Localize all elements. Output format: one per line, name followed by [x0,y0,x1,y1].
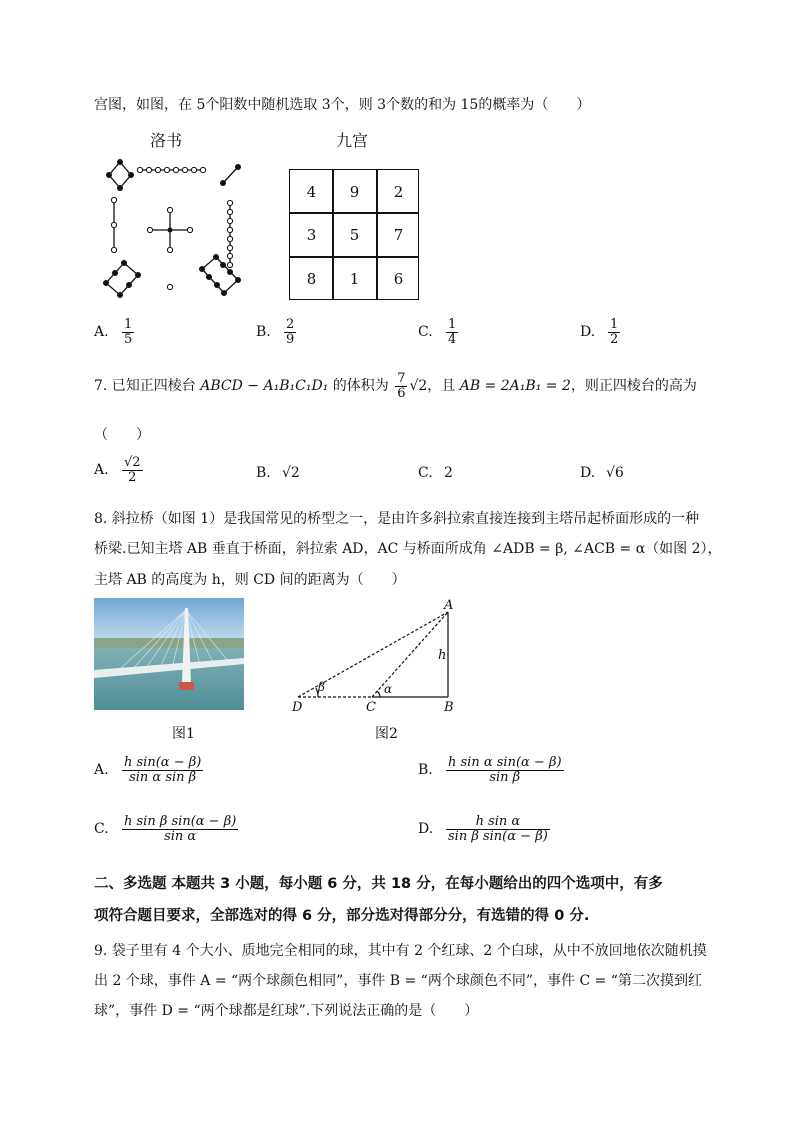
frac-den: sin β sin(α − β) [448,828,548,844]
q6-option-b[interactable] [256,318,298,346]
frac-den: sin β [489,769,521,785]
luoshu-dots-diagram [98,155,248,305]
q7-vol-radical: √2 [409,378,428,395]
q7-option-d[interactable] [580,465,624,481]
jiugong-label: 九宫 [336,131,369,150]
option-label: B. [256,324,271,341]
q8-line2: 桥梁.已知主塔 AB 垂直于桥面，斜拉索 AD，AC 与桥面所成角 ∠ADB = β, ∠ACB = α（如图 2）， [94,541,722,557]
frac-num: 2 [286,317,295,332]
grid-cell: 1 [349,269,360,288]
frac-den: sin α [164,828,197,844]
q7-condition: AB = 2A₁B₁ = 2 [459,378,571,395]
q8-option-c[interactable] [94,815,240,843]
fig2-caption: 图2 [375,726,398,742]
grid-cell: 9 [349,182,360,201]
q6-option-d[interactable] [580,318,622,346]
option-text: 2 [444,465,453,481]
grid-cell: 5 [349,225,360,244]
section2-heading-line2: 项符合题目要求，全部选对的得 6 分，部分选对得部分分，有选错的得 0 分. [94,908,590,924]
frac-den: 2 [128,469,137,485]
fig2-label-c: C [366,700,376,715]
option-label: C. [418,324,433,341]
frac-den: 6 [397,385,406,401]
fig2-label-beta: β [318,680,325,694]
frac-num: 7 [397,371,406,386]
option-label: C. [418,465,433,481]
frac-den: 4 [448,331,457,347]
frac-num: √2 [124,455,141,470]
frac-num: 1 [124,317,133,332]
option-label: B. [256,465,271,481]
frac-num: 1 [448,317,457,332]
q8-option-a[interactable] [94,756,205,784]
option-label: D. [580,465,596,481]
q8-line3: 主塔 AB 的高度为 h，则 CD 间的距离为（ ） [94,572,406,588]
q9-line3: 球”，事件 D = “两个球都是红球”.下列说法正确的是（ ） [94,1003,479,1019]
q7-stem-c: ，且 [427,378,460,395]
fig2-label-alpha: α [384,682,393,696]
option-label: A. [94,324,109,341]
section2-heading-line1: 二、多选题 本题共 3 小题，每小题 6 分，共 18 分，在每小题给出的四个选项中，有多 [94,876,663,892]
option-text: √6 [606,465,624,481]
bridge-photo [94,598,244,710]
frac-den: sin α sin β [129,769,197,785]
grid-cell: 7 [393,225,404,244]
q7-stem-d: ，则正四棱台的高为 [570,378,697,395]
fig2-label-a: A [444,598,454,613]
option-label: A. [94,762,109,779]
frac-den: 2 [610,331,619,347]
frac-num: h sin(α − β) [124,755,202,770]
fig1-caption: 图1 [172,726,195,742]
q7-stem [94,372,697,400]
q8-option-d[interactable] [418,815,552,843]
q8-option-b[interactable] [418,756,566,784]
grid-cell: 2 [393,182,404,201]
frac-num: h sin β sin(α − β) [124,814,237,829]
grid-cell: 3 [306,225,317,244]
q6-option-c[interactable] [418,318,460,346]
luoshu-label: 洛书 [150,131,183,150]
grid-cell: 8 [306,269,317,288]
fig2-label-h: h [438,648,447,663]
q7-option-a[interactable] [94,456,145,484]
q7-option-c[interactable] [418,465,453,481]
option-text: √2 [282,465,300,481]
frac-num: h sin α sin(α − β) [448,755,562,770]
option-label: B. [418,762,433,779]
fig2-label-b: B [444,700,454,715]
option-label: A. [94,462,109,479]
option-label: D. [418,821,434,838]
fig2-label-d: D [292,700,303,715]
grid-cell: 6 [393,269,404,288]
q6-stem: 宫图，如图，在 5个阳数中随机选取 3个，则 3个数的和为 15的概率为（ ） [94,97,591,113]
q7-stem-a: 7. 已知正四棱台 [94,378,201,395]
frac-den: 9 [286,331,295,347]
q9-line2: 出 2 个球，事件 A = “两个球颜色相同”，事件 B = “两个球颜色不同”，事件 C = “第二次摸到红 [94,973,702,989]
jiugong-grid [289,169,419,300]
frac-num: 1 [610,317,619,332]
q7-paren: （ ） [94,427,150,443]
q6-option-a[interactable] [94,318,136,346]
q7-solid: ABCD − A₁B₁C₁D₁ [200,378,329,395]
frac-num: h sin α [446,815,550,830]
frac-den: 5 [124,331,133,347]
option-label: C. [94,821,109,838]
q7-option-b[interactable] [256,465,300,481]
grid-cell: 4 [306,182,317,201]
q8-line1: 8. 斜拉桥（如图 1）是我国常见的桥型之一，是由许多斜拉索直接连接到主塔吊起桥面形成的一种 [94,511,700,527]
option-label: D. [580,324,596,341]
q9-line1: 9. 袋子里有 4 个大小、质地完全相同的球，其中有 2 个红球、2 个白球，从中不放回地依次随机摸 [94,943,707,959]
q7-stem-b: 的体积为 [328,378,394,395]
